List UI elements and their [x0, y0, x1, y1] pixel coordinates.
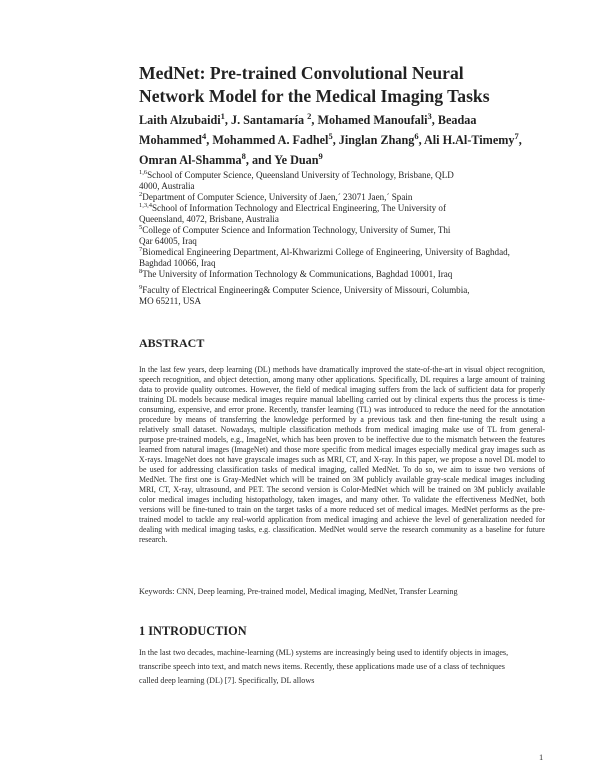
affiliation-line [139, 269, 559, 280]
author-sup: 9 [318, 150, 323, 161]
affiliation-line [139, 170, 559, 181]
author-name: Ye Duan [274, 153, 319, 167]
author-sep: , [224, 113, 231, 127]
author-name: Mohamed Manoufali [317, 113, 428, 127]
affiliation-sup: 5 [139, 223, 143, 231]
author-sup: 1 [220, 110, 225, 121]
introduction-body [139, 646, 545, 688]
author-sep: , [418, 133, 424, 147]
author-sup: 2 [307, 110, 312, 121]
paper-title [139, 62, 559, 108]
author-sup: 3 [427, 110, 432, 121]
author-name: Mohammed [139, 133, 202, 147]
affiliation-line: Queensland, 4072, Brisbane, Australia [139, 214, 279, 224]
author-sup: 8 [241, 150, 246, 161]
affiliation-sup: 9 [139, 283, 143, 291]
author-name: Jinglan Zhang [338, 133, 415, 147]
abstract-body: In the last few years, deep learning (DL) methods have dramatically improved the state-of-the-art in visual object recognition, speech recognition, and object detection, among many other applications. Specifically, DL requires a large amount of training data to provide quality outcomes. However, the field of medical imaging suffers from the lack of sufficient data for properly training DL models because medical images require manual labelling carried out by clinical experts thus the process is time-consuming, expensive, and error prone. Recently, transfer learning (TL) was introduced to reduce the need for the annotation procedure by means of transferring the knowledge performed by a previous task and then fine-tuning the result using a relatively small dataset. Nowadays, multiple classification methods from medical imaging make use of TL from general-purpose pre-trained models, e.g., ImageNet, which has been proven to be ineffective due to the mismatch between the features learned from natural images (ImageNet) and those more specific from medical images especially medical gray images such as X-rays. ImageNet does not have grayscale images such as MRI, CT, and X-ray. In this paper, we propose a novel DL model to be used for addressing classification tasks of medical imaging, called MedNet. To do so, we aim to issue two versions of MedNet. The first one is Gray-MedNet which will be trained on 3M publicly available gray-scale medical images including MRI, CT, X-ray, ultrasound, and PET. The second version is Color-MedNet which will be trained on 3M publicly available color medical images including histopathology, taken images, and many other. To validate the effectiveness MedNet, both versions will be fine-tuned to train on the target tasks of a more reduced set of medical images. MedNet performs as the pre-trained model to tackle any real-world application from medical imaging and achieve the level of generalization needed for dealing with medical imaging tasks, e.g. classification. MedNet would serve the research community as a baseline for future research. [139, 365, 545, 544]
affiliation-text: College of Computer Science and Information Technology, University of Sumer, Thi [142, 225, 451, 235]
affiliation-line [139, 192, 559, 203]
author-name: Ali H.Al-Timemy [423, 133, 515, 147]
affiliation-text: The University of Information Technology & Communications, Baghdad 10001, Iraq [142, 269, 453, 279]
author-sep: , and [245, 153, 275, 167]
author-sep: , [311, 113, 318, 127]
author-list [139, 110, 559, 170]
author-sep: , [518, 133, 522, 147]
author-name: J. Santamaría [230, 113, 308, 127]
affiliation-text: Department of Computer Science, University of Jaen,´ 23071 Jaen,´ Spain [142, 192, 413, 202]
affiliation-sup: 2 [139, 190, 143, 198]
author-name: Mohammed A. Fadhel [212, 133, 329, 147]
author-sup: 6 [414, 130, 419, 141]
affiliation-line: Baghdad 10066, Iraq [139, 258, 216, 268]
affiliation-line [139, 225, 559, 236]
author-line [139, 110, 559, 130]
title-line: MedNet: Pre-trained Convolutional Neural [139, 63, 464, 83]
author-sep: , [332, 133, 339, 147]
affiliation-sup: 1,6 [139, 168, 148, 176]
author-name: Omran Al-Shamma [139, 153, 242, 167]
author-sup: 4 [201, 130, 207, 141]
author-line [139, 130, 559, 150]
affiliation-text: Biomedical Engineering Department, Al-Khwarizmi College of Engineering, University of Baghdad, [142, 247, 510, 257]
page-number: 1 [539, 752, 544, 762]
abstract-heading: ABSTRACT [139, 336, 205, 350]
affiliation-text: School of Computer Science, Queensland University of Technology, Brisbane, QLD [147, 170, 454, 180]
affiliation-line [139, 247, 559, 258]
author-sup: 7 [514, 130, 519, 141]
author-sup: 5 [328, 130, 333, 141]
affiliation-line [139, 203, 559, 214]
author-name: Laith Alzubaidi [139, 113, 221, 127]
title-line: Network Model for the Medical Imaging Tasks [139, 86, 490, 106]
author-sep: , [206, 133, 213, 147]
author-sep: , Beadaa [431, 113, 477, 127]
paragraph-line: In the last two decades, machine-learning (ML) systems are increasingly being used to identify objects in images, [139, 648, 509, 657]
affiliation-text: School of Information Technology and Electrical Engineering, The University of [152, 203, 446, 213]
affiliation-list [139, 170, 559, 307]
paragraph-line: transcribe speech into text, and match news items. Recently, these applications made use of a class of techniques [139, 662, 505, 671]
affiliation-line [139, 285, 559, 296]
affiliation-line: 4000, Australia [139, 181, 195, 191]
affiliation-sup: 8 [139, 267, 143, 275]
affiliation-text: Faculty of Electrical Engineering& Computer Science, University of Missouri, Columbia, [142, 285, 470, 295]
affiliation-sup: 7 [139, 245, 143, 253]
keywords: Keywords: CNN, Deep learning, Pre-trained model, Medical imaging, MedNet, Transfer Learning [139, 587, 458, 596]
section-heading-introduction: 1 INTRODUCTION [139, 624, 247, 638]
paragraph-line: called deep learning (DL) [7]. Specifically, DL allows [139, 676, 315, 685]
affiliation-line: Qar 64005, Iraq [139, 236, 197, 246]
affiliation-sup: 1,3,4 [139, 201, 152, 209]
author-line [139, 150, 559, 170]
affiliation-line: MO 65211, USA [139, 296, 202, 306]
